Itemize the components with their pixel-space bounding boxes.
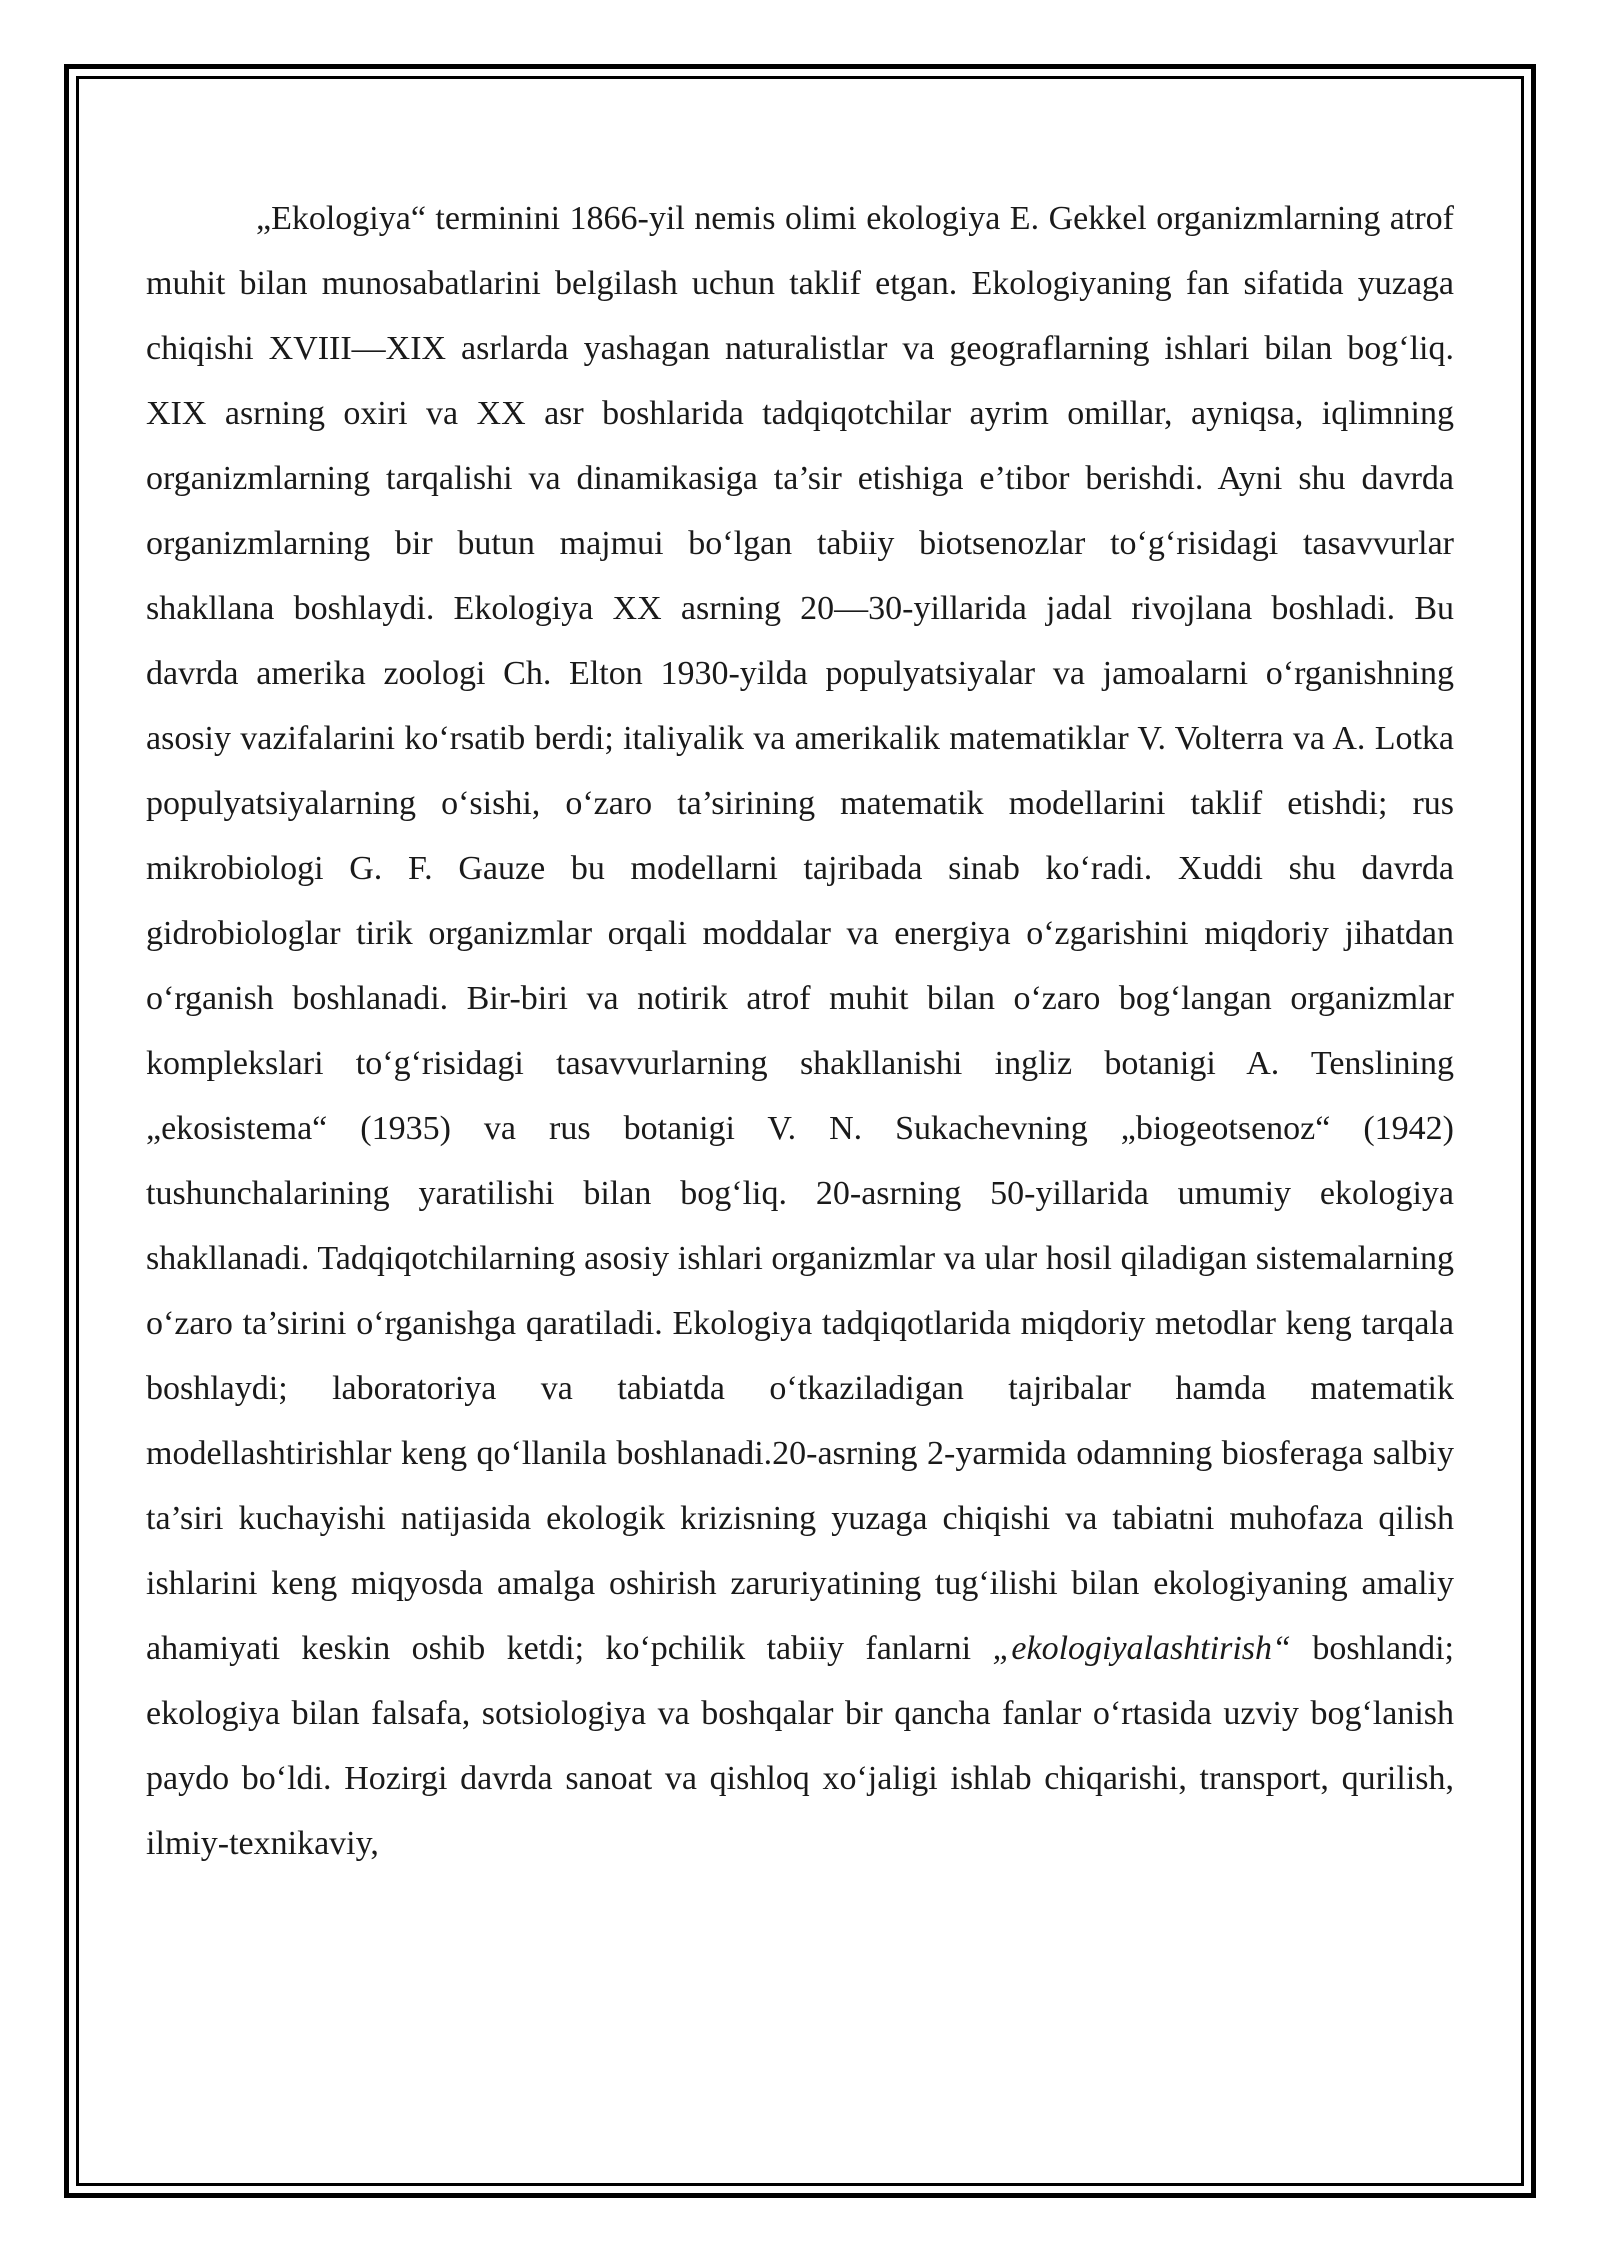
paragraph-text-part2: boshlandi; ekologiya bilan falsafa, sotsiologiya va boshqalar bir qancha fanlar o‘rtasida uzviy bog‘lanish paydo bo‘ldi. Hozirgi davrda sanoat va qishloq xo‘jaligi ishlab chiqarishi, transport, qurilish, ilmiy-texnikaviy, — [146, 1630, 1454, 1862]
body-paragraph — [146, 186, 1454, 1876]
paragraph-italic-term: „ekologiyalashtirish“ — [992, 1630, 1291, 1667]
paragraph-text-part1: „Ekologiya“ terminini 1866-yil nemis olimi ekologiya E. Gekkel organizmlarning atrof muhit bilan munosabatlarini belgilash uchun taklif etgan. Ekologiyaning fan sifatida yuzaga chiqishi XVIII—XIX asrlarda yashagan naturalistlar va geograflarning ishlari bilan bog‘liq. XIX asrning oxiri va XX asr boshlarida tadqiqotchilar ayrim omillar, ayniqsa, iqlimning organizmlarning tarqalishi va dinamikasiga ta’sir etishiga e’tibor berishdi. Ayni shu davrda organizmlarning bir butun majmui bo‘lgan tabiiy biotsenozlar to‘g‘risidagi tasavvurlar shakllana boshlaydi. Ekologiya XX asrning 20—30-yillarida jadal rivojlana boshladi. Bu davrda amerika zoologi Ch. Elton 1930-yilda populyatsiyalar va jamoalarni o‘rganishning asosiy vazifalarini ko‘rsatib berdi; italiyalik va amerikalik matematiklar V. Volterra va A. Lotka populyatsiyalarning o‘sishi, o‘zaro ta’sirining matematik modellarini taklif etishdi; rus mikrobiologi G. F. Gauze bu modellarni tajribada sinab ko‘radi. Xuddi shu davrda gidrobiologlar tirik organizmlar orqali moddalar va energiya o‘zgarishini miqdoriy jihatdan o‘rganish boshlanadi. Bir-biri va notirik atrof muhit bilan o‘zaro bog‘langan organizmlar komplekslari to‘g‘risidagi tasavvurlarning shakllanishi ingliz botanigi A. Tenslining „ekosistema“ (1935) va rus botanigi V. N. Sukachevning „biogeotsenoz“ (1942) tushunchalarining yaratilishi bilan bog‘liq. 20-asrning 50-yillarida umumiy ekologiya shakllanadi. Tadqiqotchilarning asosiy ishlari organizmlar va ular hosil qiladigan sistemalarning o‘zaro ta’sirini o‘rganishga qaratiladi. Ekologiya tadqiqotlarida miqdoriy metodlar keng tarqala boshlaydi; laboratoriya va tabiatda o‘tkaziladigan tajribalar hamda matematik modellashtirishlar keng qo‘llanila boshlanadi.20-asrning 2-yarmida odamning biosferaga salbiy ta’siri kuchayishi natijasida ekologik krizisning yuzaga chiqishi va tabiatni muhofaza qilish ishlarini keng miqyosda amalga oshirish zaruriyatining tug‘ilishi bilan ekologiyaning amaliy ahamiyati keskin oshib ketdi; ko‘pchilik tabiiy fanlarni — [146, 200, 1454, 1667]
document-body — [146, 186, 1454, 1876]
